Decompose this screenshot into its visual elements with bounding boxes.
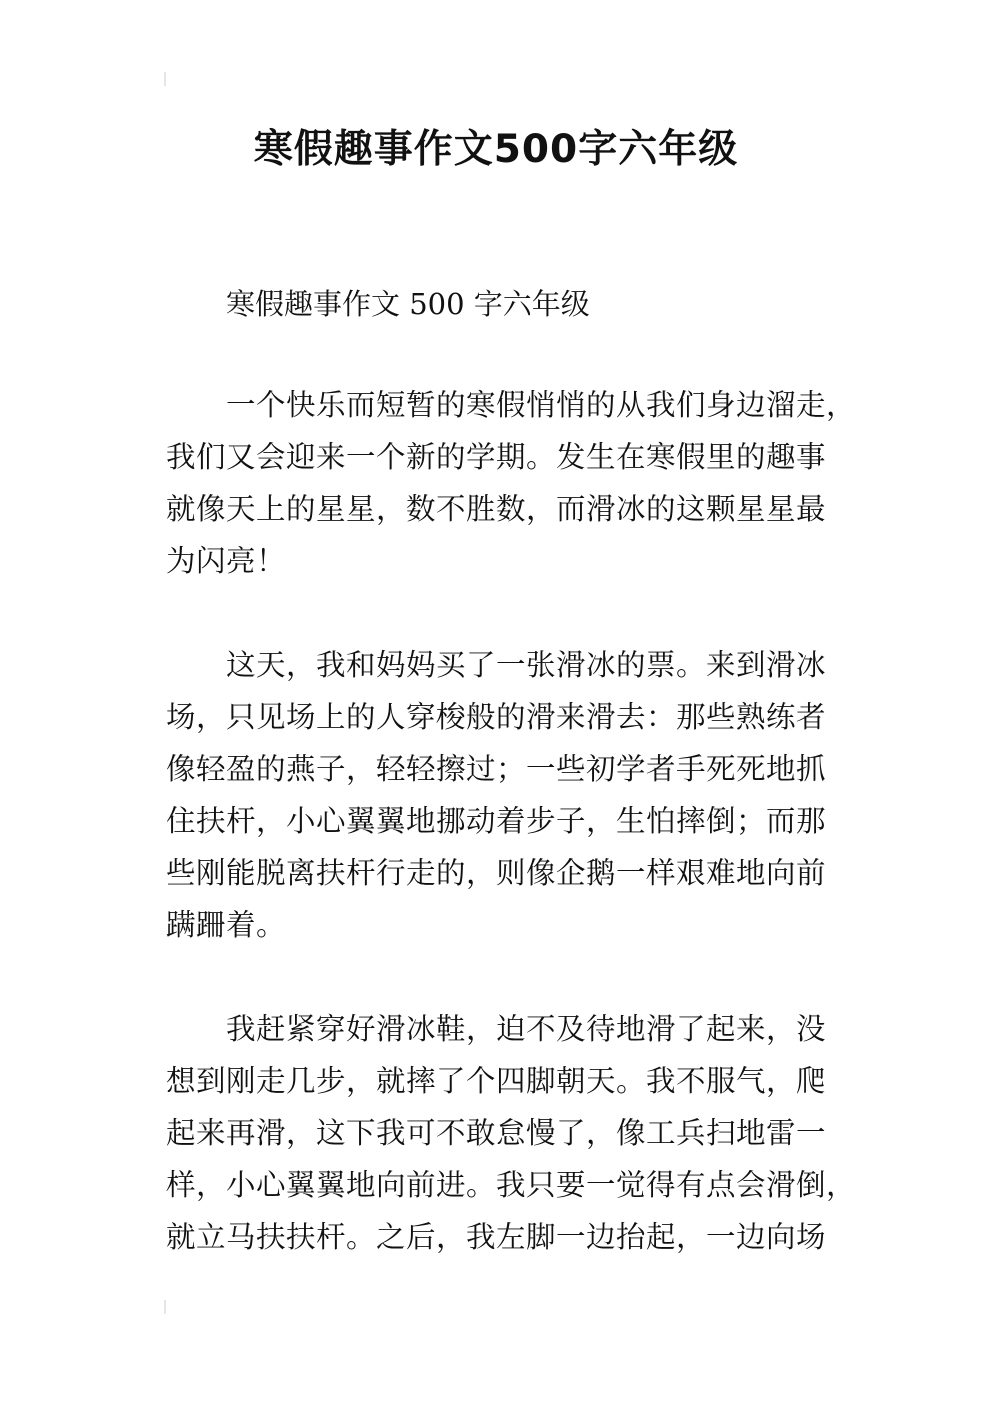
- text-line: 就立马扶扶杆。之后，我左脚一边抬起，一边向场: [166, 1220, 827, 1254]
- document-title: 寒假趣事作文500字六年级: [253, 127, 739, 172]
- paragraph-2: [166, 639, 846, 951]
- page-corner-mark: [164, 72, 166, 86]
- text-line: 我赶紧穿好滑冰鞋，迫不及待地滑了起来，没: [226, 1012, 827, 1046]
- text-line: 住扶杆，小心翼翼地挪动着步子，生怕摔倒；而那: [166, 804, 827, 838]
- text-line: 像轻盈的燕子，轻轻擦过；一些初学者手死死地抓: [166, 752, 827, 786]
- text-line: 蹒跚着。: [166, 908, 287, 942]
- page-corner-mark: [164, 1300, 166, 1314]
- document-subtitle: 寒假趣事作文 500 字六年级: [226, 287, 590, 321]
- text-line: 场，只见场上的人穿梭般的滑来滑去：那些熟练者: [166, 700, 827, 734]
- text-line: 一个快乐而短暂的寒假悄悄的从我们身边溜走，: [226, 388, 857, 422]
- text-line: 样，小心翼翼地向前进。我只要一觉得有点会滑倒，: [166, 1168, 857, 1202]
- text-line: 就像天上的星星，数不胜数，而滑冰的这颗星星最: [166, 492, 827, 526]
- text-line: 为闪亮！: [166, 544, 287, 578]
- paragraph-3: [166, 1003, 857, 1263]
- text-line: 我们又会迎来一个新的学期。发生在寒假里的趣事: [166, 440, 827, 474]
- text-line: 起来再滑，这下我可不敢怠慢了，像工兵扫地雷一: [166, 1116, 827, 1150]
- text-line: 想到刚走几步，就摔了个四脚朝天。我不服气，爬: [166, 1064, 827, 1098]
- paragraph-1: [166, 379, 857, 587]
- text-line: 些刚能脱离扶杆行走的，则像企鹅一样艰难地向前: [166, 856, 827, 890]
- text-line: 这天，我和妈妈买了一张滑冰的票。来到滑冰: [226, 648, 827, 682]
